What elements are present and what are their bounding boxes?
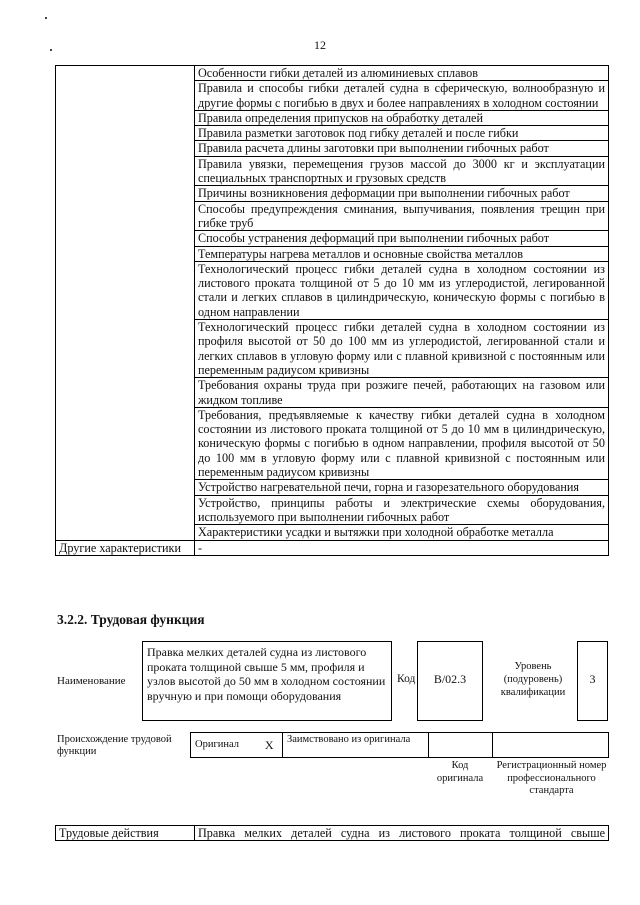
origin-table: [190, 732, 609, 758]
other-characteristics-row: [56, 540, 609, 555]
requirement-text: Технологический процесс гибки деталей судна в холодном состоянии из профиля высотой от 50 до 100 мм из углеродистой, легированной стали и легких сплавов в угловую форму или с плавной кривизной с постоянным или переменным радиусом кривизны: [195, 320, 609, 378]
requirement-text: Устройство, принципы работы и электрические схемы оборудования, используемого при выполнении гибочных работ: [195, 495, 609, 525]
original-mark: X: [257, 733, 283, 758]
requirement-text: Правила и способы гибки деталей судна в сферическую, волнообразную и другие формы с погибью в двух и более направлениях в холодном состоянии: [195, 81, 609, 111]
requirement-row: [56, 66, 609, 81]
code-original-cell: [429, 733, 493, 758]
actions-label: Трудовые действия: [56, 826, 195, 841]
requirements-label-cell: [56, 66, 195, 541]
original-label: Оригинал: [191, 733, 257, 758]
code-value: В/02.3: [417, 641, 483, 721]
level-value: 3: [577, 641, 608, 721]
requirement-text: Правила увязки, перемещения грузов массой до 3000 кг и эксплуатации специальных транспортных и грузовых средств: [195, 156, 609, 186]
requirement-text: Способы предупреждения сминания, выпучивания, появления трещин при гибке труб: [195, 201, 609, 231]
reg-number-caption: Регистрационный номер профессионального стандарта: [496, 760, 607, 796]
requirement-text: Характеристики усадки и вытяжки при холодной обработке металла: [195, 525, 609, 540]
code-original-caption: Код оригинала: [436, 760, 484, 784]
name-label: Наименование: [57, 675, 126, 687]
requirement-text: Способы устранения деформаций при выполнении гибочных работ: [195, 231, 609, 246]
requirement-text: Технологический процесс гибки деталей судна в холодном состоянии из листового проката толщиной от 5 до 10 мм из углеродистой, легированной стали и легких сплавов в цилиндрическую, коническую формы с погибью в одном направлении: [195, 261, 609, 319]
requirement-text: Устройство нагревательной печи, горна и газорезательного оборудования: [195, 480, 609, 495]
requirement-text: Особенности гибки деталей из алюминиевых сплавов: [195, 66, 609, 81]
actions-value: Правка мелких деталей судна из листового проката толщиной свыше: [195, 826, 609, 841]
reg-number-cell: [493, 733, 609, 758]
actions-table: [55, 825, 609, 841]
requirement-text: Правила определения припусков на обработку деталей: [195, 110, 609, 125]
function-name-value: Правка мелких деталей судна из листового проката толщиной свыше 5 мм, профиля и узлов высотой до 50 мм в холодном состоянии вручную и при помощи оборудования: [142, 641, 392, 721]
requirement-text: Причины возникновения деформации при выполнении гибочных работ: [195, 186, 609, 201]
scan-dot: [45, 17, 47, 19]
borrowed-label: Заимствовано из оригинала: [283, 733, 429, 758]
page-number: 12: [314, 38, 326, 52]
requirement-text: Требования охраны труда при розжиге печей, работающих на газовом или жидком топливе: [195, 378, 609, 408]
requirement-text: Правила разметки заготовок под гибку деталей и после гибки: [195, 126, 609, 141]
code-label: Код: [397, 673, 416, 685]
other-characteristics-value: -: [195, 540, 609, 555]
requirement-text: Правила расчета длины заготовки при выполнении гибочных работ: [195, 141, 609, 156]
requirement-text: Требования, предъявляемые к качеству гибки деталей судна в холодном состоянии из листового проката толщиной от 5 до 10 мм в цилиндрическую, коническую формы с погибью в одном направлении, профиля высотой от 50 до 100 мм в угловую форму или с плавной кривизной с постоянным или переменным радиусом кривизны: [195, 407, 609, 479]
section-title: 3.2.2. Трудовая функция: [57, 612, 205, 627]
level-label: Уровень (подуровень) квалификации: [500, 661, 566, 698]
requirement-text: Температуры нагрева металлов и основные свойства металлов: [195, 246, 609, 261]
other-characteristics-label: Другие характеристики: [56, 540, 195, 555]
requirements-table: [55, 65, 609, 556]
origin-label: Происхождение трудовой функции: [57, 734, 172, 757]
